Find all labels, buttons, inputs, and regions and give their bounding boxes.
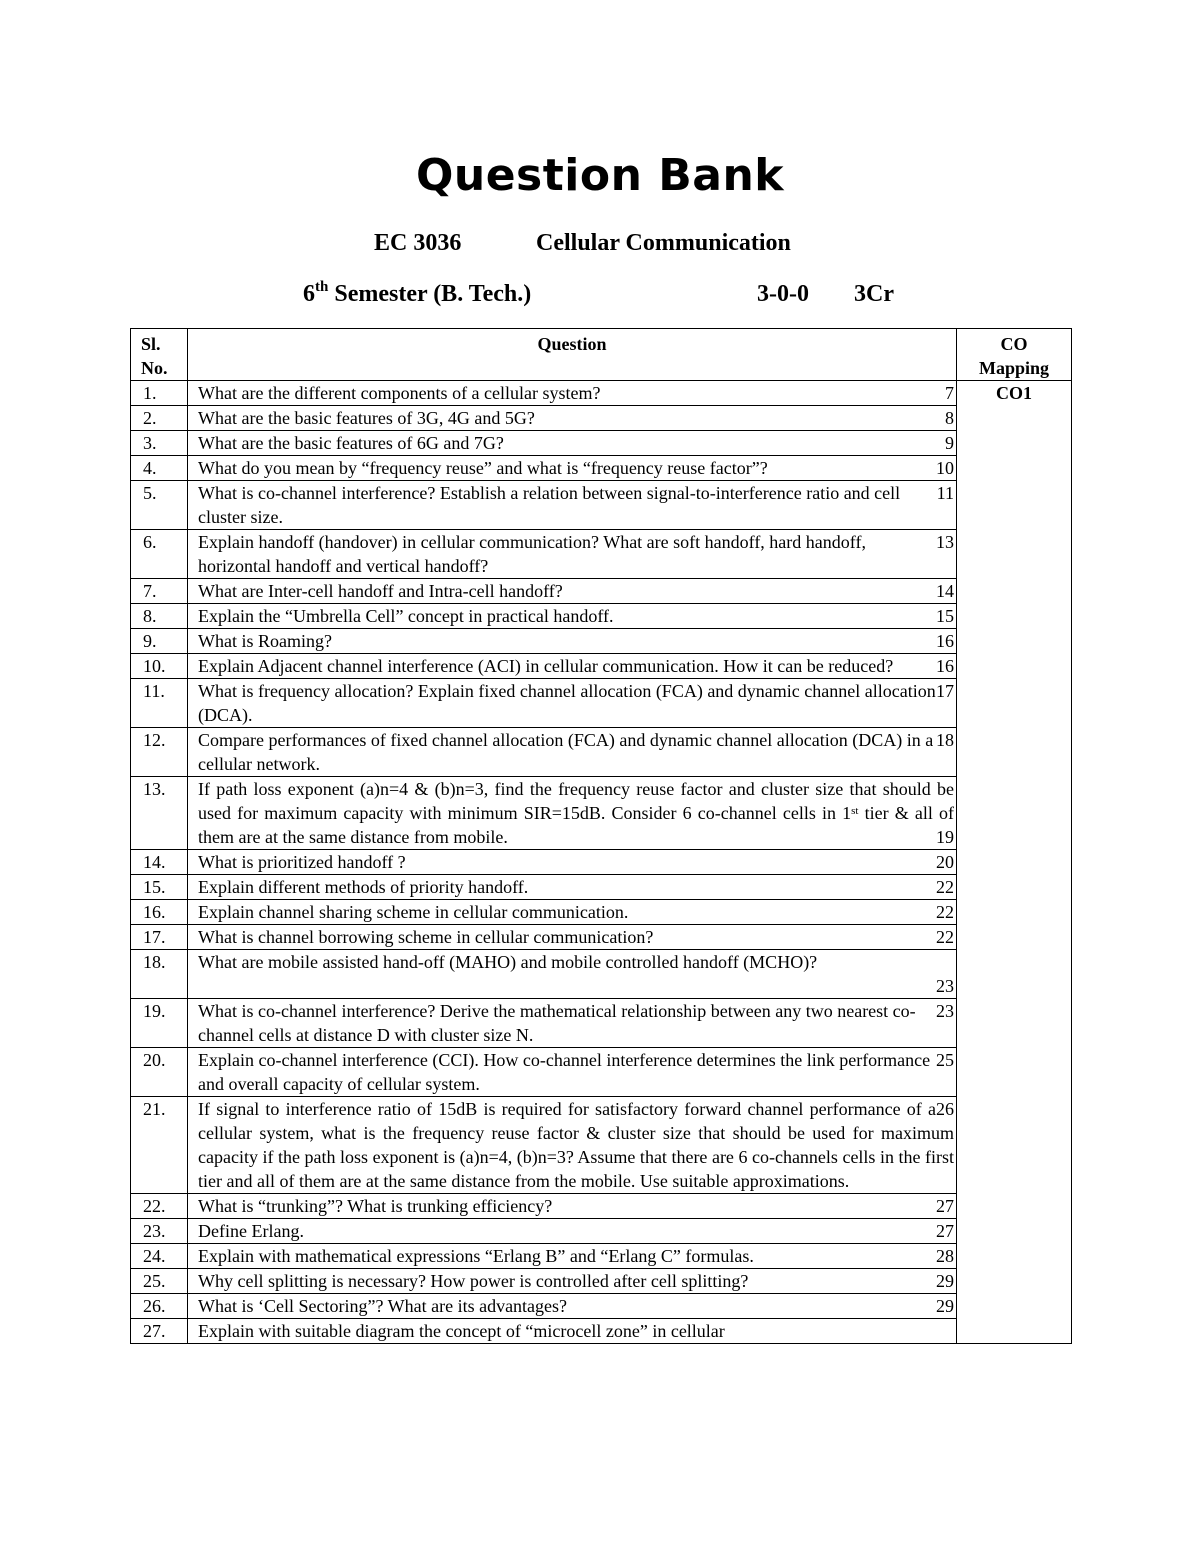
page-reference: 26 — [936, 1099, 954, 1119]
table-row — [131, 456, 1072, 481]
question-text: 27 What is “trunking”? What is trunking efficiency? — [188, 1194, 957, 1219]
semester: 6th Semester (B. Tech.) — [303, 279, 532, 307]
row-number: 2. — [131, 406, 188, 431]
page-reference: 8 — [945, 408, 954, 428]
row-number: 14. — [131, 850, 188, 875]
question-text: What are mobile assisted hand-off (MAHO) and mobile controlled handoff (MCHO)? 23 — [188, 950, 957, 999]
row-number: 20. — [131, 1048, 188, 1097]
question-text: 26 If signal to interference ratio of 15dB is required for satisfactory forward channel performance of a cellular system, what is the frequency reuse factor & cluster size that should be used for maximum capacity if the path loss exponent is (a)n=4, (b)n=3? Assume that there are 6 co-channels cells in the first tier and all of them are at the same distance from the mobile. Use suitable approximations. — [188, 1097, 957, 1194]
row-number: 22. — [131, 1194, 188, 1219]
table-row — [131, 925, 1072, 950]
page-reference: 22 — [936, 927, 954, 947]
page-reference: 23 — [936, 1001, 954, 1021]
table-row — [131, 999, 1072, 1048]
page-reference: 7 — [945, 383, 954, 403]
page-reference: 10 — [936, 458, 954, 478]
table-row — [131, 481, 1072, 530]
table-row — [131, 1294, 1072, 1319]
row-number: 11. — [131, 679, 188, 728]
question-text: 10 What do you mean by “frequency reuse” and what is “frequency reuse factor”? — [188, 456, 957, 481]
question-text: 20 What is prioritized handoff ? — [188, 850, 957, 875]
question-text: 22 Explain different methods of priority handoff. — [188, 875, 957, 900]
row-number: 23. — [131, 1219, 188, 1244]
question-text: 17 What is frequency allocation? Explain fixed channel allocation (FCA) and dynamic channel allocation (DCA). — [188, 679, 957, 728]
row-number: 10. — [131, 654, 188, 679]
credits: 3Cr — [854, 281, 894, 307]
table-row — [131, 1319, 1072, 1344]
page-reference: 22 — [936, 877, 954, 897]
page-reference: 29 — [936, 1296, 954, 1316]
row-number: 19. — [131, 999, 188, 1048]
table-row — [131, 777, 1072, 850]
page-reference: 20 — [936, 852, 954, 872]
question-text: 25 Explain co-channel interference (CCI). How co-channel interference determines the link performance and overall capacity of cellular system. — [188, 1048, 957, 1097]
table-row — [131, 1194, 1072, 1219]
question-table — [130, 328, 1072, 1344]
page-reference: 14 — [936, 581, 954, 601]
row-number: 24. — [131, 1244, 188, 1269]
table-row — [131, 875, 1072, 900]
page-reference: 16 — [936, 631, 954, 651]
page-title: Question Bank — [415, 150, 785, 201]
table-row — [131, 579, 1072, 604]
row-number: 17. — [131, 925, 188, 950]
page-reference: 13 — [936, 532, 954, 552]
course-code: EC 3036 — [374, 230, 462, 256]
question-text: 22 What is channel borrowing scheme in cellular communication? — [188, 925, 957, 950]
table-row — [131, 431, 1072, 456]
table-row — [131, 654, 1072, 679]
page-reference: 23 — [936, 976, 954, 996]
row-number: 16. — [131, 900, 188, 925]
row-number: 15. — [131, 875, 188, 900]
ltp: 3-0-0 — [757, 281, 809, 307]
table-row — [131, 850, 1072, 875]
page-reference: 22 — [936, 902, 954, 922]
question-text: 22 Explain channel sharing scheme in cellular communication. — [188, 900, 957, 925]
table-row — [131, 381, 1072, 406]
page-reference: 16 — [936, 656, 954, 676]
question-text: 7 What are the different components of a cellular system? — [188, 381, 957, 406]
col-question-header: Question — [188, 329, 957, 381]
question-text: 14 What are Inter-cell handoff and Intra-cell handoff? — [188, 579, 957, 604]
table-row — [131, 629, 1072, 654]
table-row — [131, 1269, 1072, 1294]
col-co-header: CO Mapping — [957, 329, 1072, 381]
table-row — [131, 1048, 1072, 1097]
row-number: 5. — [131, 481, 188, 530]
question-text: 13 Explain handoff (handover) in cellular communication? What are soft handoff, hard handoff, horizontal handoff and vertical handoff? — [188, 530, 957, 579]
table-row — [131, 1097, 1072, 1194]
row-number: 4. — [131, 456, 188, 481]
col-sl-header: Sl. No. — [131, 329, 188, 381]
table-row — [131, 604, 1072, 629]
row-number: 9. — [131, 629, 188, 654]
table-row — [131, 950, 1072, 999]
table-row — [131, 728, 1072, 777]
page-reference: 11 — [936, 483, 954, 503]
row-number: 12. — [131, 728, 188, 777]
row-number: 21. — [131, 1097, 188, 1194]
row-number: 6. — [131, 530, 188, 579]
page-reference: 27 — [936, 1221, 954, 1241]
question-text: If path loss exponent (a)n=4 & (b)n=3, find the frequency reuse factor and cluster size that should be used for maximum capacity with minimum SIR=15dB. Consider 6 co-channel cells in 1st tier & all of them are at the same distance from mobile. 19 — [188, 777, 957, 850]
co-mapping: CO1 — [957, 381, 1072, 1344]
question-text: 23 What is co-channel interference? Derive the mathematical relationship between any two nearest co-channel cells at distance D with cluster size N. — [188, 999, 957, 1048]
page-reference: 17 — [936, 681, 954, 701]
table-row — [131, 406, 1072, 431]
page-reference: 28 — [936, 1246, 954, 1266]
question-text: 29 What is ‘Cell Sectoring”? What are its advantages? — [188, 1294, 957, 1319]
question-text: 15 Explain the “Umbrella Cell” concept in practical handoff. — [188, 604, 957, 629]
table-row — [131, 1219, 1072, 1244]
question-text: 9 What are the basic features of 6G and 7G? — [188, 431, 957, 456]
page-reference: 25 — [936, 1050, 954, 1070]
table-row — [131, 679, 1072, 728]
page-reference: 19 — [936, 827, 954, 847]
row-number: 7. — [131, 579, 188, 604]
question-text: 16 Explain Adjacent channel interference (ACI) in cellular communication. How it can be reduced? — [188, 654, 957, 679]
page-reference: 29 — [936, 1271, 954, 1291]
table-header-row — [131, 329, 1072, 381]
question-text: Explain with suitable diagram the concept of “microcell zone” in cellular — [188, 1319, 957, 1344]
row-number: 25. — [131, 1269, 188, 1294]
question-text: 18 Compare performances of fixed channel allocation (FCA) and dynamic channel allocation (DCA) in a cellular network. — [188, 728, 957, 777]
row-number: 18. — [131, 950, 188, 999]
row-number: 26. — [131, 1294, 188, 1319]
question-text: 8 What are the basic features of 3G, 4G and 5G? — [188, 406, 957, 431]
row-number: 8. — [131, 604, 188, 629]
row-number: 3. — [131, 431, 188, 456]
question-text: 11 What is co-channel interference? Establish a relation between signal-to-interference ratio and cell cluster size. — [188, 481, 957, 530]
page-reference: 27 — [936, 1196, 954, 1216]
row-number: 13. — [131, 777, 188, 850]
row-number: 27. — [131, 1319, 188, 1344]
table-row — [131, 530, 1072, 579]
question-text: 16 What is Roaming? — [188, 629, 957, 654]
page-reference: 18 — [936, 730, 954, 750]
row-number: 1. — [131, 381, 188, 406]
table-row — [131, 1244, 1072, 1269]
question-text: 28 Explain with mathematical expressions “Erlang B” and “Erlang C” formulas. — [188, 1244, 957, 1269]
page-reference: 9 — [945, 433, 954, 453]
page-reference: 15 — [936, 606, 954, 626]
question-text: 29 Why cell splitting is necessary? How power is controlled after cell splitting? — [188, 1269, 957, 1294]
course-name: Cellular Communication — [536, 230, 791, 256]
question-text: 27 Define Erlang. — [188, 1219, 957, 1244]
table-row — [131, 900, 1072, 925]
